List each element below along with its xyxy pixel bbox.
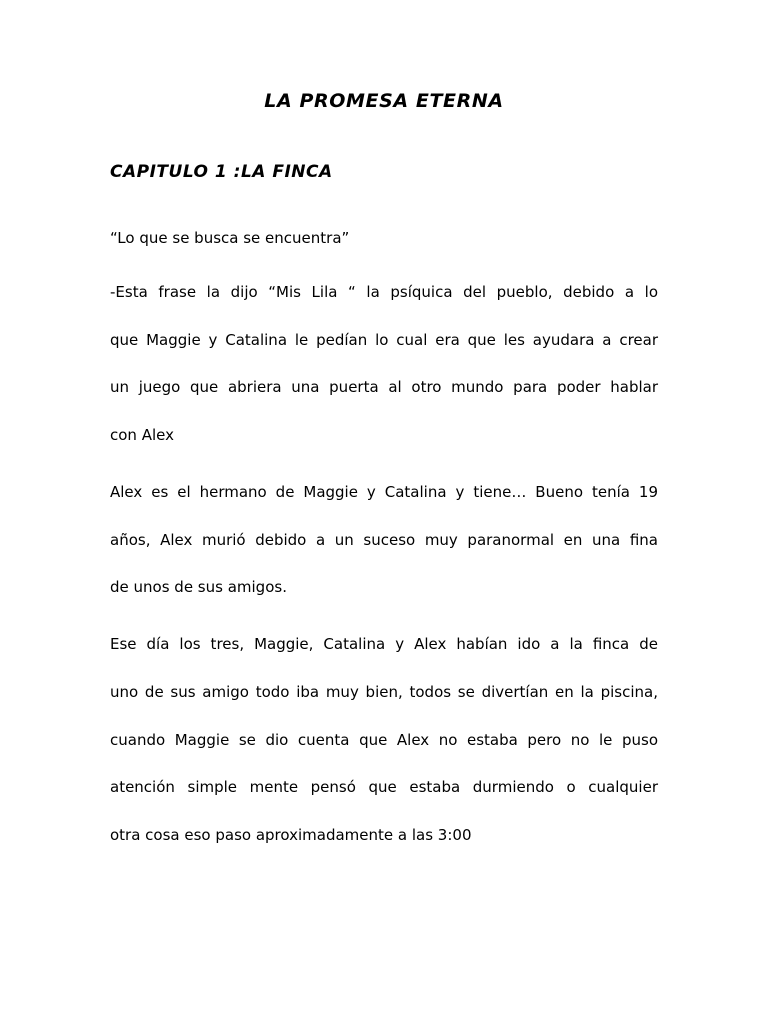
paragraph-line: un juego que abriera una puerta al otro mundo para poder hablar bbox=[110, 378, 658, 396]
paragraph-line: con Alex bbox=[110, 426, 174, 444]
paragraph-line: de unos de sus amigos. bbox=[110, 578, 287, 596]
paragraph-line: uno de sus amigo todo iba muy bien, todos se divertían en la piscina, bbox=[110, 683, 658, 701]
document-title: LA PROMESA ETERNA bbox=[264, 90, 504, 112]
paragraph-line: Ese día los tres, Maggie, Catalina y Alex habían ido a la finca de bbox=[110, 635, 658, 653]
paragraph-line: cuando Maggie se dio cuenta que Alex no estaba pero no le puso bbox=[110, 731, 658, 749]
paragraph-line: que Maggie y Catalina le pedían lo cual era que les ayudara a crear bbox=[110, 331, 658, 349]
paragraph-line: -Esta frase la dijo “Mis Lila “ la psíquica del pueblo, debido a lo bbox=[110, 283, 658, 301]
paragraph-line: atención simple mente pensó que estaba durmiendo o cualquier bbox=[110, 778, 658, 796]
paragraph-line: Alex es el hermano de Maggie y Catalina y tiene… Bueno tenía 19 bbox=[110, 483, 658, 501]
paragraph-line: años, Alex murió debido a un suceso muy paranormal en una fina bbox=[110, 531, 658, 549]
quote-line: “Lo que se busca se encuentra” bbox=[110, 229, 350, 247]
paragraph-line: otra cosa eso paso aproximadamente a las 3:00 bbox=[110, 826, 472, 844]
chapter-heading: CAPITULO 1 :LA FINCA bbox=[110, 162, 333, 182]
